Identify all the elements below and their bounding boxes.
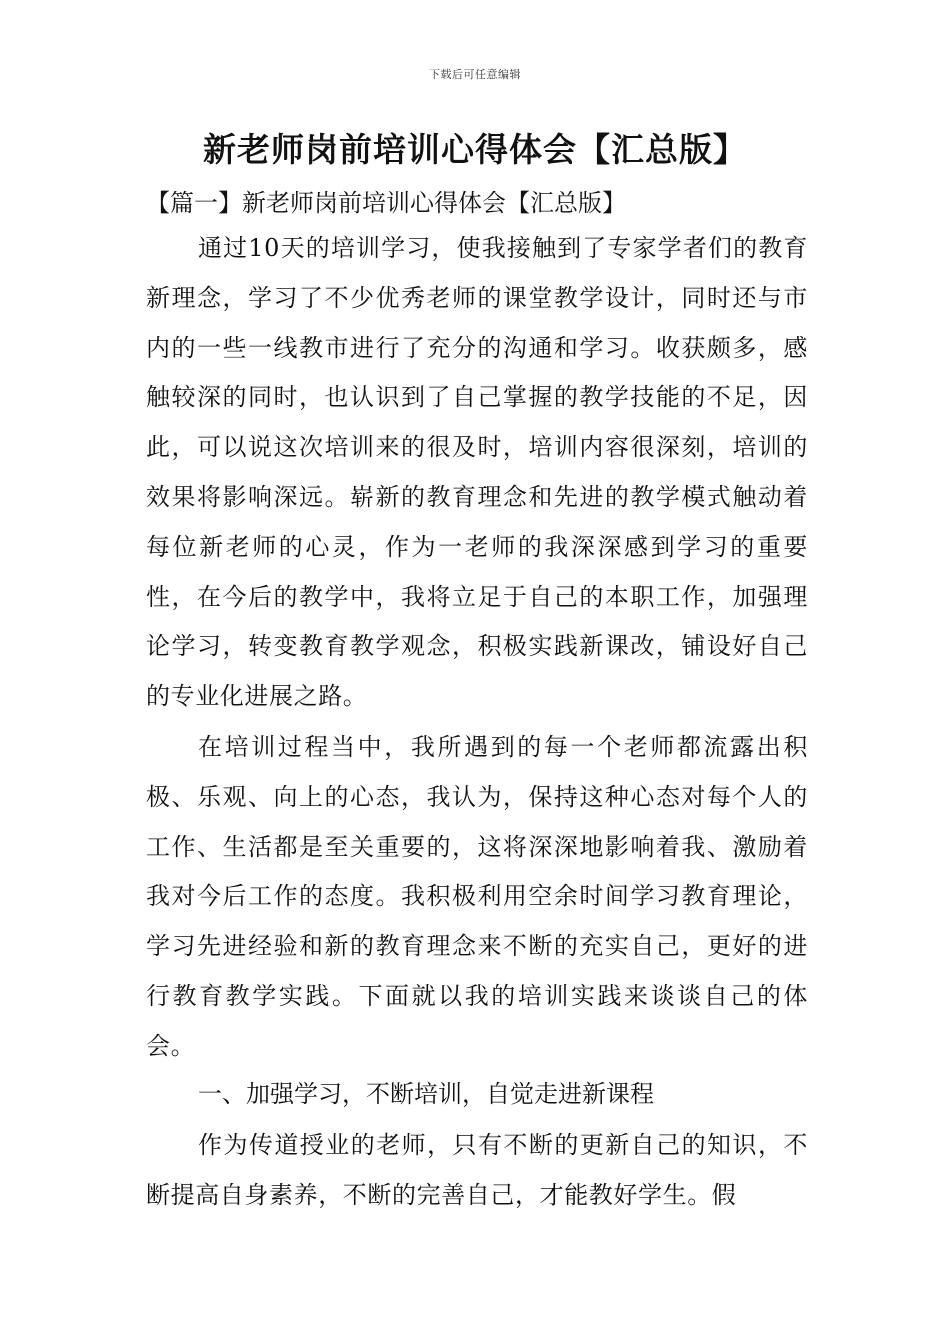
document-title: 新老师岗前培训心得体会【汇总版】	[203, 130, 747, 169]
paragraph-text: 通过10天的培训学习，使我接触到了专家学者们的教育新理念，学习了不少优秀老师的课堂教学设计，同时还与市内的一些一线教市进行了充分的沟通和学习。收获颇多，感触较深的同时，也认识到了自己掌握的教学技能的不足，因此，可以说这次培训来的很及时，培训内容很深刻，培训的效果将影响深远。崭新的教育理念和先进的教学模式触动着每位新老师的心灵，作为一老师的我深深感到学习的重要性，在今后的教学中，我将立足于自己的本职工作，加强理论学习，转变教育教学观念，积极实践新课改，铺设好自己的专业化进展之路。	[146, 234, 808, 711]
paragraph-text: 作为传道授业的老师，只有不断的更新自己的知识，不断提高自身素养，不断的完善自己，才能教好学生。假	[146, 1131, 808, 1209]
paragraph-text: 在培训过程当中，我所遇到的每一个老师都流露出积极、乐观、向上的心态，我认为，保持这种心态对每个人的工作、生活都是至关重要的，这将深深地影响着我、激励着我对今后工作的态度。我积极利用空余时间学习教育理论，学习先进经验和新的教育理念来不断的充实自己，更好的进行教育教学实践。下面就以我的培训实践来谈谈自己的体会。	[146, 733, 808, 1060]
section-title: 【篇一】新老师岗前培训心得体会【汇总版】	[146, 189, 626, 217]
body-paragraph-2	[146, 723, 808, 1072]
sub-heading: 一、加强学习，不断培训，自觉走进新课程	[198, 1080, 654, 1108]
header-note: 下载后可任意编辑	[429, 68, 521, 81]
body-paragraph-3	[146, 1121, 808, 1221]
body-paragraph-1	[146, 224, 808, 722]
